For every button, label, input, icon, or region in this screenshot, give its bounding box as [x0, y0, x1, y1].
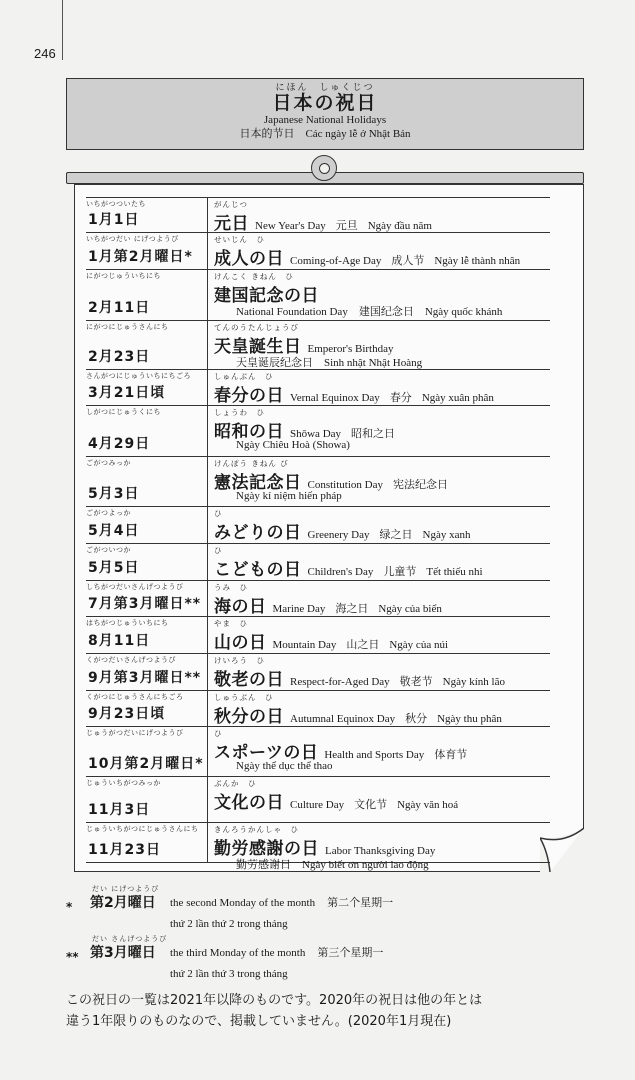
holiday-ruby: やま ひ [214, 619, 248, 628]
note-english [170, 894, 393, 910]
holiday-ruby: うみ ひ [214, 583, 248, 592]
holiday-row [86, 197, 550, 233]
holiday-english: Respect-for-Aged Day [290, 676, 390, 688]
holiday-ruby: けいろう ひ [214, 656, 265, 665]
page-edge-line [62, 0, 63, 60]
holiday-translation-line: Ngày Chiêu Hoà (Showa) [236, 439, 350, 451]
holiday-ruby: しゅんぶん ひ [214, 372, 274, 381]
holiday-row [86, 507, 550, 544]
date-ruby: くがつにじゅうさんにちごろ [86, 693, 184, 701]
holiday-row [86, 370, 550, 406]
holiday-line [214, 665, 505, 690]
holiday-ruby: がんじつ [214, 200, 248, 209]
holiday-chinese: 春分 [389, 392, 412, 404]
date-ruby: ごがつみっか [86, 459, 131, 467]
holiday-english: Mountain Day [272, 639, 337, 651]
holiday-name: 海の日 [214, 597, 267, 617]
holiday-date: 2月23日 [88, 349, 151, 365]
holiday-date: 9月23日頃 [88, 706, 166, 722]
note-label: 第3月曜日 [90, 945, 156, 961]
holiday-name: 建国記念の日 [214, 286, 319, 306]
holiday-chinese: 儿童节 [383, 566, 417, 578]
holiday-name: 昭和の日 [214, 422, 284, 442]
holiday-english: New Year's Day [255, 220, 326, 232]
holiday-vietnamese: Ngày văn hoá [397, 799, 459, 811]
holiday-english: Marine Day [272, 603, 326, 615]
holiday-line [214, 518, 470, 543]
holiday-date: 1月1日 [88, 212, 140, 228]
holiday-row [86, 777, 550, 823]
holiday-chinese: 海之日 [335, 603, 369, 615]
holiday-ruby: けんぽう きねん び [214, 459, 289, 468]
holiday-row [86, 406, 550, 457]
holiday-english: Children's Day [307, 566, 374, 578]
note-mark: * [66, 900, 73, 914]
note-cn-text: 第二个星期一 [327, 897, 394, 909]
title-box [66, 78, 584, 150]
date-ruby: くがつだいさんげつようび [86, 656, 176, 664]
holiday-english: Labor Thanksgiving Day [325, 845, 436, 857]
holiday-vietnamese: Ngày kính lão [442, 676, 505, 688]
date-ruby: ごがついつか [86, 546, 131, 554]
holiday-chinese: 体育节 [434, 749, 468, 761]
holiday-chinese: 宪法纪念日 [392, 479, 448, 491]
holiday-ruby: けんこく きねん ひ [214, 272, 294, 281]
holiday-english: Coming-of-Age Day [290, 255, 382, 267]
holiday-date: 5月5日 [88, 560, 140, 576]
holiday-ruby: しょうわ ひ [214, 408, 265, 417]
holiday-english: Autumnal Equinox Day [290, 713, 396, 725]
holiday-name: こどもの日 [214, 560, 302, 580]
holiday-english: Greenery Day [307, 529, 370, 541]
holiday-row [86, 544, 550, 581]
holiday-translation-line: Ngày kỉ niệm hiến pháp [236, 490, 342, 502]
date-ruby: じゅういちがつみっか [86, 779, 161, 787]
title-english: Japanese National Holidays [263, 114, 387, 126]
footer-line-2: 違う1年限りのものなので、掲載していません。(2020年1月現在) [66, 1014, 452, 1029]
note-vietnamese: thứ 2 lần thứ 2 trong tháng [170, 918, 288, 930]
holiday-vietnamese: Ngày của núi [389, 639, 449, 651]
date-ruby: しがつにじゅうくにち [86, 408, 161, 416]
date-ruby: にがつにじゅうさんにち [86, 323, 169, 331]
holiday-vietnamese: Ngày thu phân [437, 713, 502, 725]
holiday-row [86, 654, 550, 691]
holiday-line [214, 592, 442, 617]
date-ruby: いちがつついたち [86, 200, 146, 208]
holiday-name: みどりの日 [214, 523, 302, 543]
holiday-ruby: ひ [214, 729, 223, 738]
holiday-name: 憲法記念日 [214, 473, 302, 493]
holiday-translation-line: Ngày thể dục thể thao [236, 760, 333, 772]
holiday-chinese: 敬老节 [399, 676, 433, 688]
holiday-chinese: 文化节 [354, 799, 388, 811]
holiday-line [214, 555, 483, 580]
holiday-english: Emperor's Birthday [307, 343, 394, 355]
note-cn-text: 第三个星期一 [317, 947, 384, 959]
title-translations [67, 127, 583, 141]
holiday-row [86, 691, 550, 727]
holiday-ruby: ぶんか ひ [214, 779, 257, 788]
holiday-date: 9月第3月曜日** [88, 670, 202, 686]
date-ruby: さんがつにじゅういちにちごろ [86, 372, 191, 380]
holiday-ruby: しゅうぶん ひ [214, 693, 274, 702]
note-en-text: the second Monday of the month [170, 897, 316, 909]
note-second-monday [66, 884, 606, 934]
holiday-vietnamese: Ngày của biển [378, 603, 442, 615]
holiday-row [86, 823, 550, 871]
note-third-monday [66, 934, 606, 984]
holiday-line [214, 209, 432, 234]
date-ruby: じゅうがつだいにげつようび [86, 729, 184, 737]
holiday-vietnamese: Ngày lễ thành nhân [434, 255, 521, 267]
holiday-name: スポーツの日 [214, 743, 319, 763]
holiday-vietnamese: Ngày xanh [422, 529, 471, 541]
holiday-ruby: ひ [214, 509, 223, 518]
holiday-line [214, 702, 502, 727]
holiday-english: Health and Sports Day [324, 749, 425, 761]
holiday-line [214, 788, 458, 813]
note-en-text: the third Monday of the month [170, 947, 306, 959]
date-ruby: ごがつよっか [86, 509, 131, 517]
note-mark: ** [66, 950, 79, 964]
holiday-date: 11月23日 [88, 842, 161, 858]
note-label: 第2月曜日 [90, 895, 156, 911]
holiday-ruby: せいじん ひ [214, 235, 265, 244]
note-vietnamese: thứ 2 lần thứ 3 trong tháng [170, 968, 288, 980]
footer-line-1: この祝日の一覧は2021年以降のものです。2020年の祝日は他の年とは [66, 993, 483, 1008]
holiday-line [214, 244, 520, 269]
note-english [170, 944, 383, 960]
holiday-name: 天皇誕生日 [214, 337, 302, 357]
holiday-date: 7月第3月曜日** [88, 596, 202, 612]
holiday-date: 5月3日 [88, 486, 140, 502]
holiday-name: 春分の日 [214, 386, 284, 406]
date-ruby: はちがつじゅういちにち [86, 619, 169, 627]
holiday-date: 3月21日頃 [88, 385, 166, 401]
page-number: 246 [34, 46, 56, 61]
holiday-translation-line: 勤劳感谢日 Ngày biết ơn người lao động [236, 859, 429, 871]
holiday-english: Culture Day [290, 799, 345, 811]
holiday-row [86, 617, 550, 654]
holiday-english: Constitution Day [307, 479, 383, 491]
holiday-ruby: ひ [214, 546, 223, 555]
date-ruby: いちがつだい にげつようび [86, 235, 179, 243]
holiday-ruby: きんろうかんしゃ ひ [214, 825, 299, 834]
holiday-name: 勤労感謝の日 [214, 839, 319, 859]
holiday-name: 成人の日 [214, 249, 284, 269]
holiday-vietnamese: Tết thiếu nhi [426, 566, 483, 578]
holiday-date: 5月4日 [88, 523, 140, 539]
note-ruby: だい さんげつようび [92, 935, 168, 943]
title-ruby: にほん しゅくじつ [275, 83, 375, 93]
title-chinese: 日本的节日 [239, 128, 295, 140]
date-ruby: しちがつだいさんげつようび [86, 583, 184, 591]
holiday-name: 秋分の日 [214, 707, 284, 727]
holiday-english: Vernal Equinox Day [290, 392, 380, 404]
holiday-date: 1月第2月曜日* [88, 249, 193, 265]
page-title: 日本の祝日 [272, 92, 378, 114]
holiday-name: 敬老の日 [214, 670, 284, 690]
holiday-name: 山の日 [214, 633, 267, 653]
holiday-translation-line: 天皇诞辰纪念日 Sinh nhật Nhật Hoàng [236, 357, 423, 369]
date-ruby: じゅういちがつにじゅうさんにち [86, 825, 199, 833]
holiday-vietnamese: Ngày xuân phân [421, 392, 494, 404]
holiday-line [214, 628, 448, 653]
holiday-vietnamese: Ngày đầu năm [367, 220, 432, 232]
holiday-chinese: 山之日 [346, 639, 380, 651]
calendar-hook-icon [311, 155, 337, 181]
holiday-name: 文化の日 [214, 793, 284, 813]
holiday-row [86, 457, 550, 507]
holiday-row [86, 233, 550, 270]
holiday-row [86, 321, 550, 370]
holiday-row [86, 581, 550, 617]
holiday-date: 10月第2月曜日* [88, 756, 204, 772]
holiday-chinese: 秋分 [405, 713, 428, 725]
holiday-chinese: 元旦 [335, 220, 358, 232]
title-vietnamese: Các ngày lễ ở Nhật Bản [305, 128, 411, 140]
holiday-date: 4月29日 [88, 436, 151, 452]
holiday-ruby: てんのうたんじょうび [214, 323, 299, 332]
holiday-date: 2月11日 [88, 300, 151, 316]
note-ruby: だい にげつようび [92, 885, 160, 893]
date-ruby: にがつじゅういちにち [86, 272, 161, 280]
holiday-date: 8月11日 [88, 633, 151, 649]
holiday-row [86, 727, 550, 777]
holiday-chinese: 成人节 [391, 255, 425, 267]
holiday-chinese: 昭和之日 [351, 428, 396, 440]
holiday-chinese: 绿之日 [379, 529, 413, 541]
footer-note [66, 990, 606, 1032]
holiday-name: 元日 [214, 214, 249, 234]
holiday-date: 11月3日 [88, 802, 151, 818]
holiday-translation-line: National Foundation Day 建国纪念日 Ngày quốc khánh [236, 306, 503, 318]
holiday-line [214, 381, 494, 406]
holiday-row [86, 270, 550, 321]
holiday-english: Shōwa Day [290, 428, 342, 440]
